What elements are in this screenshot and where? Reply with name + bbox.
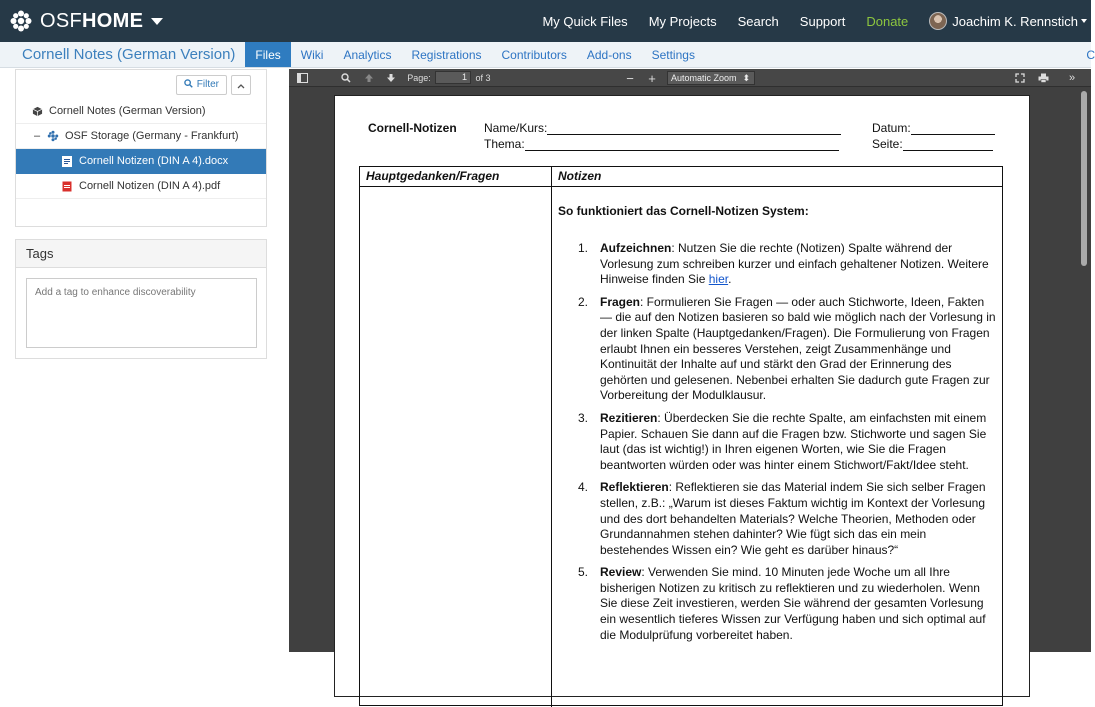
datum-label: Datum: [872,121,911,135]
name-kurs-label: Name/Kurs: [484,121,548,135]
cube-icon [31,105,43,117]
column-header-notes: Notizen [558,169,602,183]
zoom-select[interactable] [667,71,755,85]
column-divider [551,167,552,707]
page-total: of 3 [475,73,491,83]
tab-wiki[interactable]: Wiki [300,48,324,62]
nav-my-projects[interactable]: My Projects [648,13,717,29]
tab-add-ons[interactable]: Add-ons [586,48,632,62]
zoom-out-icon[interactable]: − [626,70,634,86]
name-kurs-underline [547,123,841,135]
document-title: Cornell-Notizen [368,121,457,135]
thema-field [484,137,839,151]
tab-analytics[interactable]: Analytics [343,48,392,62]
previous-page-icon[interactable] [362,69,376,87]
list-item: 3. Rezitieren: Überdecken Sie die rechte Spalte, am einfachsten mit einem Papier. Schauen Sie dann auf die Fragen bzw. Stichworte und sagen Sie laut (das ist wichtig!) in Ihren eigenen Worten, wie Sie die Fragen beantworten würden oder was hinter einem Stichwort/Fakt/Idee steht. [578,410,987,472]
project-subnav [0,42,1095,68]
nav-support[interactable]: Support [799,13,846,29]
pdf-page [335,96,1029,696]
osf-logo-icon [8,8,34,34]
header-divider [360,186,1002,187]
list-item: 1. Aufzeichnen: Nutzen Sie die rechte (Notizen) Spalte während der Vorlesung zum schreiben kurzer und einfach gehaltener Notizen. Weitere Hinweise finden Sie hier. [578,241,989,287]
tag-input[interactable]: Add a tag to enhance discoverability [26,278,257,348]
brand-dropdown-icon[interactable] [151,18,163,25]
collapse-toggle-icon[interactable]: – [34,130,41,142]
chevron-up-icon [237,76,245,94]
thema-label: Thema: [484,137,525,151]
tree-row-osf-storage[interactable] [16,124,266,149]
list-item: 4. Reflektieren: Reflektieren sie das Material indem Sie sich selber Fragen stellen, z.B.: „Warum ist dieses Faktum wichtig im Kontext der Vorlesung und des dort behandelten Materials? Welche Theorien, Methoden oder Grundannahmen stehen dahinter? Wie fügt sich das ein mein bestehendes Wissen ein? Wie geht es darüber hinaus?“ [578,480,986,557]
search-icon [184,79,193,91]
seite-label: Seite: [872,137,903,151]
viewer-scrollbar[interactable] [1081,91,1087,266]
user-dropdown-icon [1081,19,1087,23]
pdf-file-icon [61,180,73,192]
next-page-icon[interactable] [384,69,398,87]
list-item: 2. Fragen: Formulieren Sie Fragen — oder auch Stichworte, Ideen, Fakten — die auf den Notizen basieren so bald wie möglich nach der Vorlesung in der linken Spalte (Hauptgedanken/Fragen). Die Formulierung von Fragen erlaubt Ihnen ein besseres Verstehen, zeigt Zusammenhänge und Kontinuität der Inhalte auf und stärkt den Grad der Erinnerung des gehörten und gelesenen. Nebenbei erhalten Sie dadurch gute Fragen zur Vorbereitung der Modulklausur. [578,294,996,403]
page-number-input[interactable]: 1 [435,71,471,84]
sidebar-toggle-icon[interactable] [295,69,309,87]
seite-field [872,137,993,151]
tab-registrations[interactable]: Registrations [411,48,482,62]
nav-my-quick-files[interactable]: My Quick Files [542,13,628,29]
tree-row-pdf[interactable] [16,174,266,199]
file-tree-panel [15,69,267,227]
tree-row-label: Cornell Notizen (DIN A 4).docx [79,155,229,167]
tab-contributors[interactable]: Contributors [501,48,567,62]
fullscreen-icon[interactable] [1013,69,1027,87]
tree-row-docx[interactable] [16,149,266,174]
tags-heading: Tags [16,240,266,268]
top-nav-links [542,0,1091,42]
zoom-value: Automatic Zoom [671,73,737,83]
seite-underline [903,139,993,151]
brand-name: OSFHOME [40,9,144,32]
osf-home-brand[interactable] [8,0,163,42]
nav-donate[interactable]: Donate [866,13,909,29]
tags-panel [15,239,267,359]
zoom-in-icon[interactable]: + [648,70,656,86]
print-icon[interactable] [1036,69,1050,87]
instructions-list [578,241,998,650]
tree-row-label: Cornell Notizen (DIN A 4).pdf [79,180,221,192]
nav-search[interactable]: Search [737,13,779,29]
intro-heading: So funktioniert das Cornell-Notizen System: [558,204,809,218]
tree-row-label: Cornell Notes (German Version) [49,105,206,117]
search-icon[interactable] [339,69,353,87]
pdf-toolbar [289,69,1091,87]
pdf-viewer [289,69,1091,652]
tab-files[interactable]: Files [245,42,290,67]
user-name: Joachim K. Rennstich [952,13,1078,29]
list-item: 5. Review: Verwenden Sie mind. 10 Minuten jede Woche um all Ihre bisherigen Notizen zu kritisch zu reflektieren und zu wiederholen. Wenn Sie diese Zeit investieren, werden Sie während der gesamten Vorlesung ein wesentlich tieferes Wissen zur Verfügung haben und sich optimal auf die Modulprüfung vorbereitet haben. [578,565,986,642]
hier-link[interactable]: hier [708,272,729,287]
tree-row-label: OSF Storage (Germany - Frankfurt) [65,130,239,142]
user-menu[interactable] [929,12,1087,30]
project-title[interactable]: Cornell Notes (German Version) [22,46,236,63]
column-header-main-ideas: Hauptgedanken/Fragen [366,169,500,183]
tools-menu-icon[interactable]: » [1068,72,1076,84]
select-arrows-icon: ⬍ [742,73,750,83]
tree-row-project[interactable] [16,99,266,124]
thema-underline [525,139,839,151]
word-file-icon [61,155,73,167]
subnav-overflow-text[interactable]: C [1086,48,1095,62]
cornell-table [359,166,1003,706]
tab-settings[interactable]: Settings [651,48,695,62]
filter-button[interactable] [176,75,227,95]
top-navbar [0,0,1091,42]
page-label: Page: [407,73,431,83]
datum-field [872,121,995,135]
osf-storage-icon [47,130,59,142]
avatar [929,12,947,30]
name-kurs-field [484,121,841,135]
collapse-button[interactable] [231,75,251,95]
file-tree-toolbar [16,70,266,99]
datum-underline [911,123,995,135]
filter-label: Filter [196,79,219,90]
